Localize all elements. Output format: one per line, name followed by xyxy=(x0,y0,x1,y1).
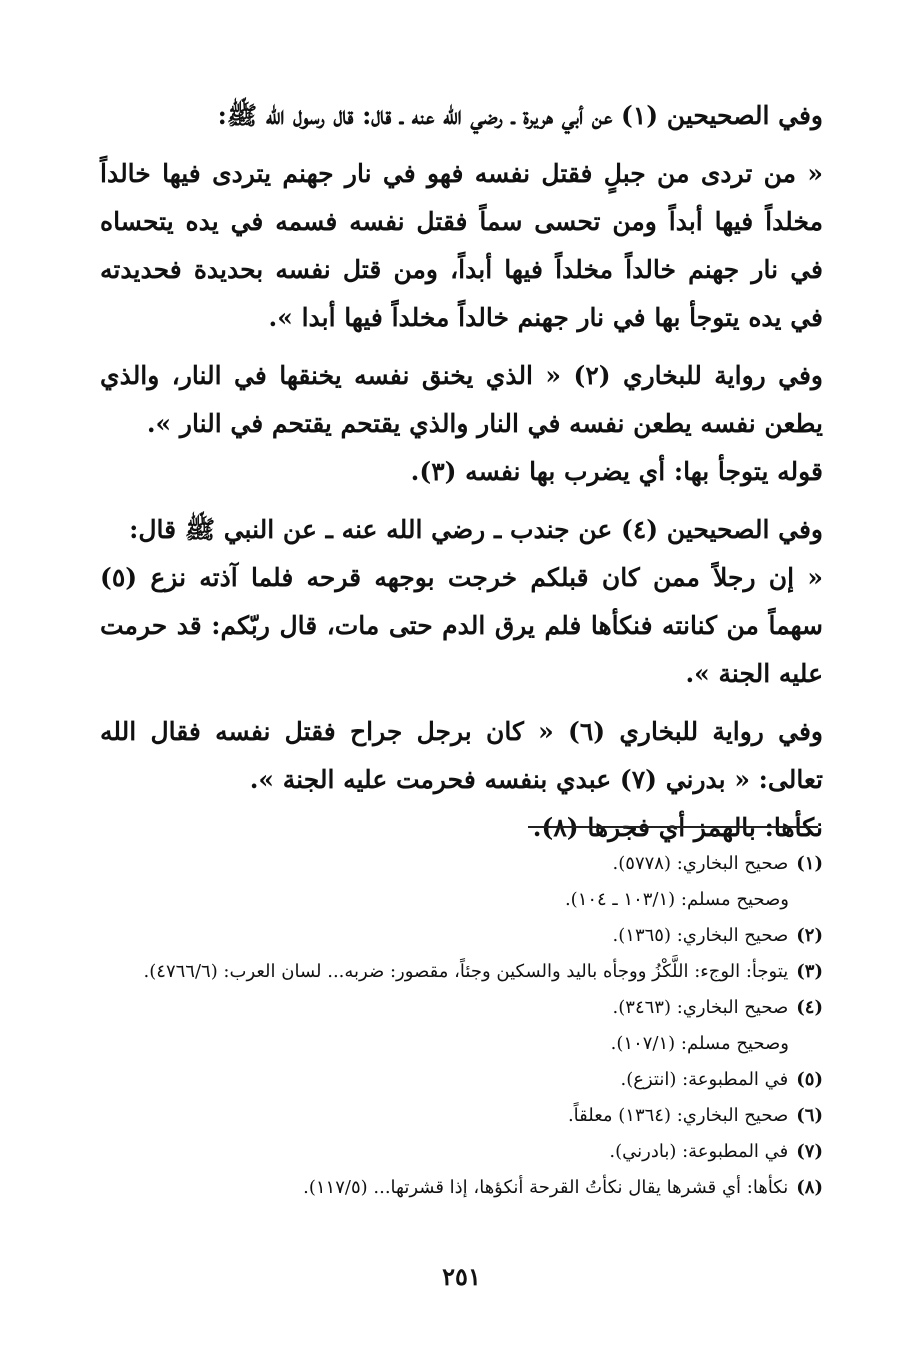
main-text xyxy=(100,92,823,862)
footnote-2: (٢)صحيح البخاري: (١٣٦٥). xyxy=(612,925,823,946)
footnote-6: (٦)صحيح البخاري: (١٣٦٤) معلقاً. xyxy=(567,1105,823,1126)
paragraph-4: وفي الصحيحين (٤) عن جندب ـ رضي الله عنه ـ عن النبي ﷺ قال: xyxy=(129,515,823,544)
footnote-1: (١)صحيح البخاري: (٥٧٧٨). xyxy=(612,853,823,874)
paragraph-1: وفي الصحيحين (١) عن أبي هريرة ـ رضي الله عنه ـ قال: قال رسول الله ﷺ: xyxy=(217,101,823,130)
page-number: ٢٥١ xyxy=(442,1262,481,1291)
footnote-8: (٨)نكأها: أي قشرها يقال نكأتُ القرحة أنكؤها، إذا قشرتها... (١١٧/٥). xyxy=(303,1177,823,1198)
hadith-2: « إن رجلاً ممن كان قبلكم خرجت بوجهه قرحه فلما آذته نزع (٥) سهماً من كنانته فنكأها فلم يرق الدم حتى مات، قال ربّكم: قد حرمت عليه الجنة ». xyxy=(100,563,823,688)
paragraph-2: وفي رواية للبخاري (٢) « الذي يخنق نفسه يخنقها في النار، والذي يطعن نفسه يطعن نفسه في النار والذي يقتحم يقتحم في النار ». xyxy=(100,361,823,438)
footnotes xyxy=(100,846,823,1206)
footnote-7: (٧)في المطبوعة: (بادرني). xyxy=(609,1141,823,1162)
footnote-5: (٥)في المطبوعة: (انتزع). xyxy=(620,1069,823,1090)
footnote-4: (٤)صحيح البخاري: (٣٤٦٣). xyxy=(612,997,823,1018)
footnote-1-continued: وصحيح مسلم: (١٠٣/١ ـ ١٠٤). xyxy=(564,889,789,910)
paragraph-5: وفي رواية للبخاري (٦) « كان برجل جراح فقتل نفسه فقال الله تعالى: « بدرني (٧) عبدي بنفسه فحرمت عليه الجنة ». xyxy=(100,717,823,794)
paragraph-6: نكأها: بالهمز أي فجرها (٨). xyxy=(532,813,823,842)
footnote-3: (٣)يتوجأ: الوجء: اللَّكْزُ ووجأه باليد والسكين وجئاً، مقصور: ضربه... لسان العرب: (٤٧٦٦/٦). xyxy=(143,961,823,982)
hadith-1: « من تردى من جبلٍ فقتل نفسه فهو في نار جهنم يتردى فيها خالداً مخلداً فيها أبداً ومن تحسى سماً فقتل نفسه فسمه في يده يتحساه في نار جهنم خالداً مخلداً فيها أبداً، ومن قتل نفسه بحديدة فحديدته في يده يتوجأ بها في نار جهنم خالداً مخلداً فيها أبدا ». xyxy=(100,159,823,332)
footnote-separator xyxy=(528,826,818,828)
paragraph-3: قوله يتوجأ بها: أي يضرب بها نفسه (٣). xyxy=(410,457,823,486)
footnote-4-continued: وصحيح مسلم: (١٠٧/١). xyxy=(610,1033,789,1054)
